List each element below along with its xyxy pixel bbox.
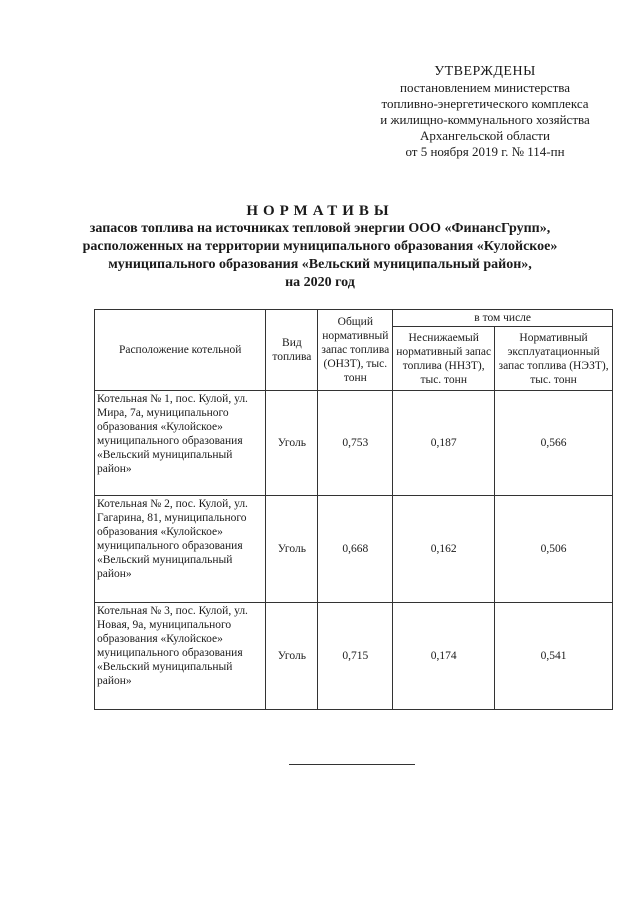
cell-fuel: Уголь — [266, 496, 318, 603]
fuel-norms-table — [94, 309, 613, 710]
approval-line: постановлением министерства — [399, 80, 570, 95]
header-including: в том числе — [393, 310, 613, 327]
approval-stamp — [360, 64, 610, 160]
document-title — [60, 202, 580, 292]
cell-fuel: Уголь — [266, 391, 318, 496]
header-onzt: Общий нормативный запас топлива (ОНЗТ), тыс. тонн — [318, 310, 393, 391]
cell-onzt: 0,753 — [318, 391, 393, 496]
closing-divider — [289, 764, 415, 765]
cell-onzt: 0,715 — [318, 603, 393, 710]
cell-nezt: 0,566 — [495, 391, 613, 496]
title-line: расположенных на территории муниципального образования «Кулойское» — [82, 239, 558, 254]
cell-location: Котельная № 2, пос. Кулой, ул. Гагарина, 81, муниципального образования «Кулойское» муниципального образования «Вельский муниципальный район» — [95, 496, 266, 603]
cell-fuel: Уголь — [266, 603, 318, 710]
approval-line: Архангельской области — [420, 128, 550, 143]
header-fuel-type: Вид топлива — [266, 310, 318, 391]
approval-line: топливно-энергетического комплекса — [381, 96, 589, 111]
approval-line: и жилищно-коммунального хозяйства — [380, 112, 590, 127]
title-heading: НОРМАТИВЫ — [246, 203, 394, 219]
table-row — [95, 496, 613, 603]
title-line: муниципального образования «Вельский муниципальный район», — [108, 257, 532, 272]
title-line: запасов топлива на источниках тепловой энергии ООО «ФинансГрупп», — [89, 221, 551, 236]
header-nezt: Нормативный эксплуатационный запас топлива (НЭЗТ), тыс. тонн — [495, 327, 613, 391]
cell-nnzt: 0,174 — [393, 603, 495, 710]
table-row — [95, 391, 613, 496]
cell-onzt: 0,668 — [318, 496, 393, 603]
cell-nnzt: 0,162 — [393, 496, 495, 603]
cell-location: Котельная № 1, пос. Кулой, ул. Мира, 7а, муниципального образования «Кулойское» муниципального образования «Вельский муниципальный район» — [95, 391, 266, 496]
cell-location: Котельная № 3, пос. Кулой, ул. Новая, 9а, муниципального образования «Кулойское» муниципального образования «Вельский муниципальный район» — [95, 603, 266, 710]
cell-nnzt: 0,187 — [393, 391, 495, 496]
header-location: Расположение котельной — [95, 310, 266, 391]
title-year: на 2020 год — [285, 275, 355, 290]
approval-heading: УТВЕРЖДЕНЫ — [434, 64, 536, 79]
approval-date-line: от 5 ноября 2019 г. № 114-пн — [405, 144, 565, 159]
header-nnzt: Неснижаемый нормативный запас топлива (ННЗТ), тыс. тонн — [393, 327, 495, 391]
cell-nezt: 0,541 — [495, 603, 613, 710]
cell-nezt: 0,506 — [495, 496, 613, 603]
table-row — [95, 603, 613, 710]
